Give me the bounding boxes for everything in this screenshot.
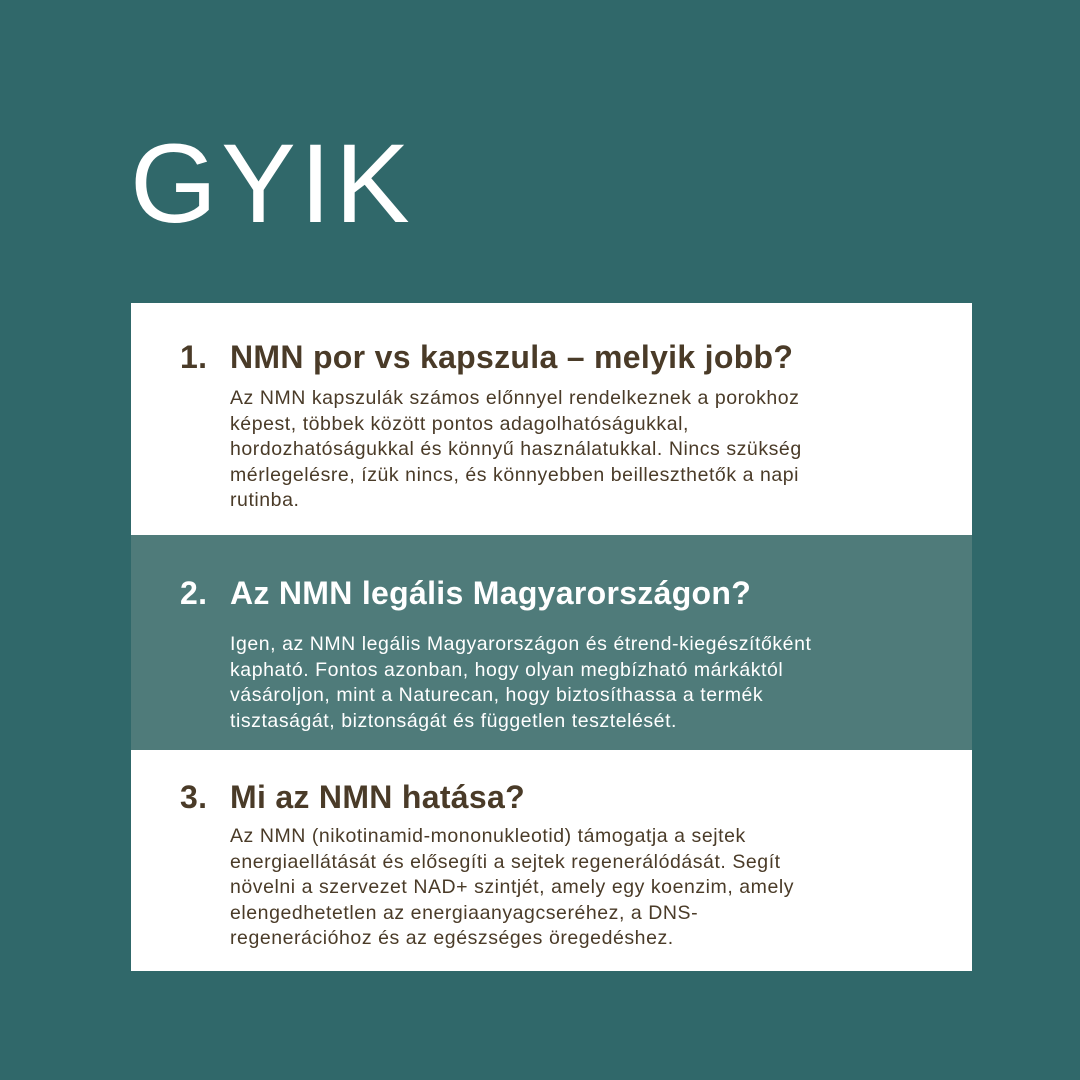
answer-line: Az NMN (nikotinamid-mononukleotid) támogatja a sejtek: [230, 825, 746, 847]
faq-item-1: [131, 303, 972, 535]
faq-question: [180, 341, 793, 373]
faq-item-3: [131, 750, 972, 971]
page-title: GYIK: [130, 121, 414, 246]
answer-line: növelni a szervezet NAD+ szintjét, amely egy koenzim, amely: [230, 876, 795, 898]
faq-answer: [230, 824, 794, 952]
faq-question-text: Mi az NMN hatása?: [230, 779, 525, 815]
answer-line: hordozhatóságukkal és könnyű használatukkal. Nincs szükség: [230, 438, 802, 460]
answer-line: energiaellátását és elősegíti a sejtek regenerálódását. Segít: [230, 850, 781, 873]
answer-line: vásároljon, mint a Naturecan, hogy biztosíthassa a termék: [230, 684, 764, 706]
answer-line: regenerációhoz és az egészséges öregedéshez.: [230, 927, 674, 949]
answer-line: rutinba.: [230, 489, 300, 511]
faq-question: [180, 781, 525, 813]
answer-line: tisztaságát, biztonságát és független tesztelését.: [230, 709, 678, 732]
faq-panel: [131, 303, 972, 971]
faq-question-text: Az NMN legális Magyarországon?: [230, 575, 752, 611]
faq-answer: [230, 386, 802, 514]
faq-item-2: [131, 535, 972, 750]
faq-number: 2.: [180, 575, 208, 611]
answer-line: képest, többek között pontos adagolhatóságukkal,: [230, 412, 689, 435]
answer-line: Igen, az NMN legális Magyarországon és étrend-kiegészítőként: [230, 633, 812, 655]
answer-line: mérlegelésre, ízük nincs, és könnyebben beilleszthetők a napi: [230, 463, 800, 486]
faq-number: 3.: [180, 779, 208, 815]
answer-line: Az NMN kapszulák számos előnnyel rendelkeznek a porokhoz: [230, 387, 800, 409]
faq-number: 1.: [180, 339, 208, 375]
answer-line: elengedhetetlen az energiaanyagcseréhez, a DNS-: [230, 901, 699, 924]
faq-answer: [230, 632, 811, 734]
answer-line: kapható. Fontos azonban, hogy olyan megbízható márkáktól: [230, 658, 784, 681]
faq-question-text: NMN por vs kapszula – melyik jobb?: [230, 339, 794, 375]
faq-question: [180, 577, 751, 609]
